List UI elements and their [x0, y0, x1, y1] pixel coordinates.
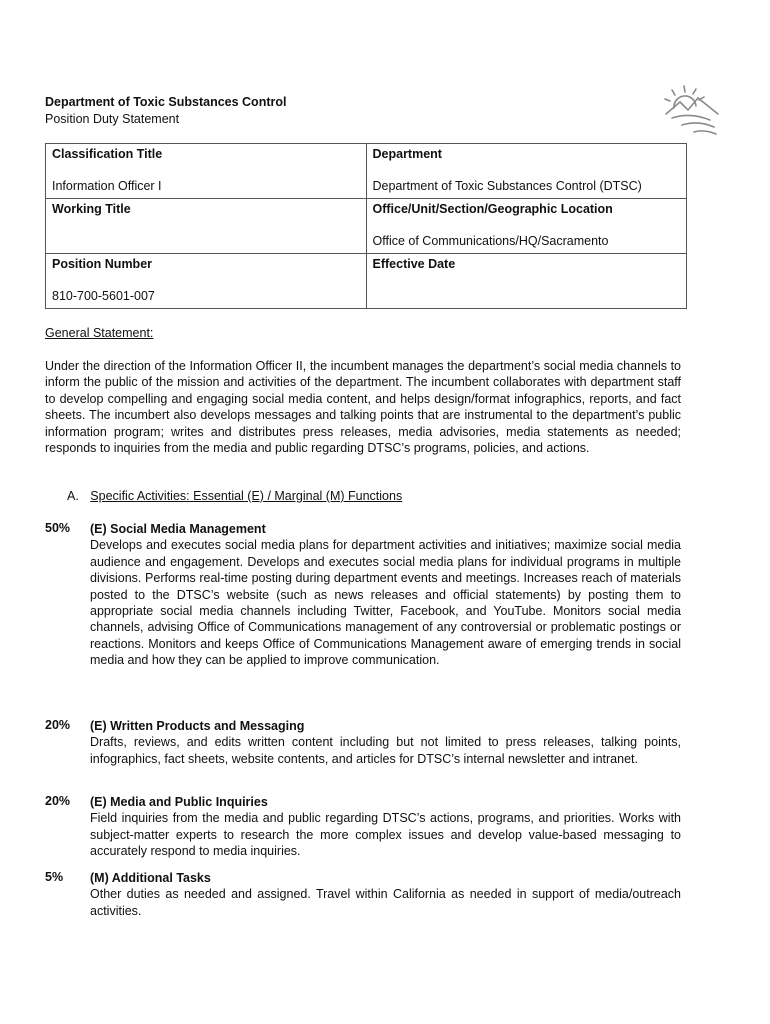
- organization-name: Department of Toxic Substances Control: [45, 95, 287, 109]
- activity-percent: 5%: [45, 870, 64, 884]
- position-number-value: 810-700-5601-007: [52, 289, 155, 303]
- activity-description: Drafts, reviews, and edits written content including but not limited to press releases, talking points, infographics, fact sheets, website contents, and articles for DTSC’s internal newsletter and intranet.: [90, 735, 681, 766]
- activity-description: Develops and executes social media plans for department activities and initiatives; maximize social media audience and engagement. Develops and executes social media plans for individual programs in multiple divisions. Performs real-time posting during department events and meetings. Increases reach of materials posted to the DTSC’s website (such as news releases and official statements) by posting them to appropriate social media channels including Twitter, Facebook, and YouTube. Monitors social media channels, advising Office of Communications management of any controversial or problematic postings or reactions. Monitors and keeps Office of Communications Management aware of emerging trends in social media and how they can be applied to improve communication.: [90, 538, 681, 668]
- activity-title: (E) Media and Public Inquiries: [90, 795, 268, 809]
- activity-item: [45, 870, 681, 919]
- department-value: Department of Toxic Substances Control (DTSC): [372, 179, 642, 193]
- activity-description: Field inquiries from the media and public regarding DTSC’s actions, programs, and priorities. Works with subject-matter experts to research the more complex issues and develop value-based messaging to accurately respond to media inquiries.: [90, 811, 681, 859]
- general-statement-body: Under the direction of the Information Officer II, the incumbent manages the department’s social media channels to inform the public of the mission and activities of the department. The incumbent collaborates with department staff to develop compelling and engaging social media content, and helps design/format infographics, reports, and fact sheets. The incumbert also develops messages and talking points that are instrumental to the department’s public information program; writes and distributes press releases, media advisories, media statements as needed; responds to inquiries from the media and public regarding DTSC’s programs, policies, and actions.: [45, 359, 681, 456]
- position-number-cell: [46, 254, 367, 309]
- classification-value: Information Officer I: [52, 179, 162, 193]
- location-label: Office/Unit/Section/Geographic Location: [372, 202, 613, 216]
- activity-title: (E) Written Products and Messaging: [90, 719, 305, 733]
- classification-cell: [46, 144, 367, 199]
- department-cell: [366, 144, 687, 199]
- dtsc-sun-mountain-logo-icon: [660, 80, 722, 142]
- activity-title: (M) Additional Tasks: [90, 871, 211, 885]
- department-label: Department: [372, 147, 442, 161]
- activity-percent: 50%: [45, 521, 71, 535]
- general-statement-heading: General Statement:: [45, 326, 154, 340]
- effective-date-label: Effective Date: [372, 257, 456, 271]
- working-title-label: Working Title: [52, 202, 131, 216]
- position-info-table: [45, 143, 687, 309]
- location-value: Office of Communications/HQ/Sacramento: [372, 234, 609, 248]
- activity-description: Other duties as needed and assigned. Travel within California as needed in support of media/outreach activities.: [90, 887, 681, 918]
- activity-percent: 20%: [45, 718, 71, 732]
- effective-date-cell: [366, 254, 687, 309]
- section-a-marker: A.: [67, 489, 79, 503]
- document-type: Position Duty Statement: [45, 112, 180, 126]
- classification-label: Classification Title: [52, 147, 163, 161]
- document-header: [45, 94, 286, 128]
- position-number-label: Position Number: [52, 257, 153, 271]
- section-a-heading: [67, 489, 402, 503]
- activity-item: [45, 794, 681, 860]
- activity-percent: 20%: [45, 794, 71, 808]
- activity-title: (E) Social Media Management: [90, 522, 266, 536]
- activity-item: [45, 521, 681, 669]
- section-a-title: Specific Activities: Essential (E) / Marginal (M) Functions: [90, 489, 403, 503]
- working-title-cell: [46, 199, 367, 254]
- activity-item: [45, 718, 681, 767]
- location-cell: [366, 199, 687, 254]
